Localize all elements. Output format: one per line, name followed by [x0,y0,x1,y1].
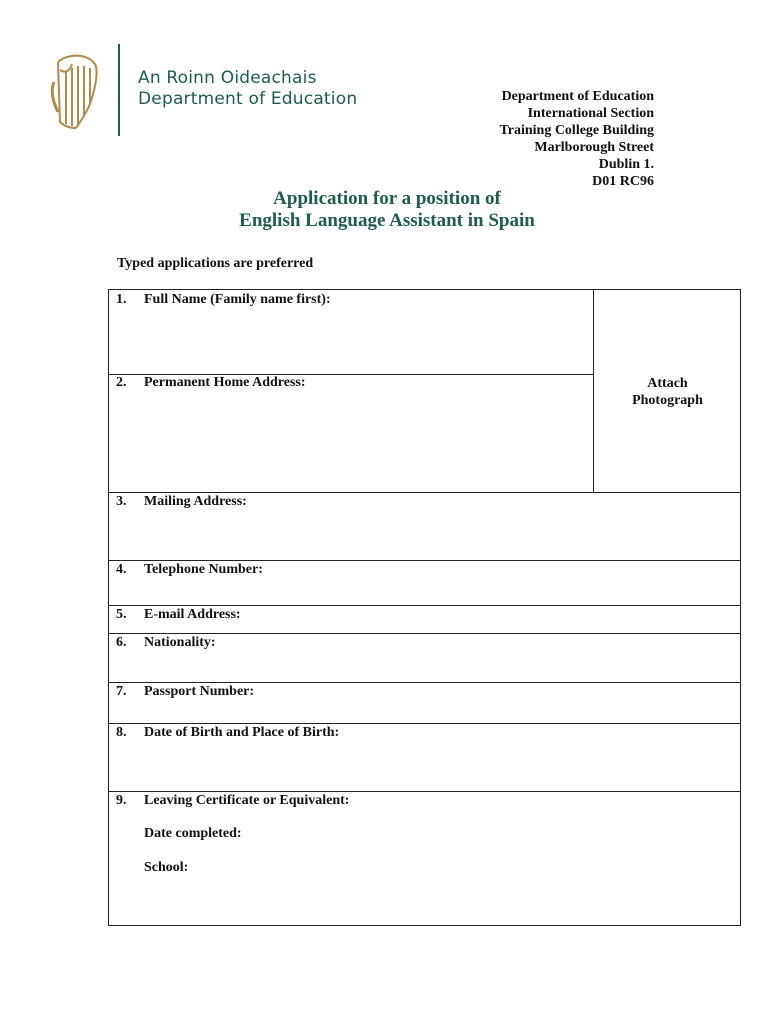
address-line: D01 RC96 [592,174,654,189]
form-title [150,188,624,232]
field-telephone-number[interactable]: 4. Telephone Number: [116,562,263,577]
title-line-1: Application for a position of [273,188,501,209]
row-divider [109,682,740,683]
department-address [499,88,654,190]
photo-label-line-2: Photograph [632,393,703,408]
field-email-address[interactable]: 5. E-mail Address: [116,607,241,622]
attach-photograph-box[interactable] [594,375,741,409]
subfield-school[interactable]: School: [144,860,189,875]
address-line: International Section [527,106,654,121]
department-name-irish: An Roinn Oideachais [138,68,317,88]
field-label: Nationality: [144,635,216,650]
row-divider [109,560,740,561]
application-form [108,289,741,926]
field-leaving-certificate[interactable]: 9. Leaving Certificate or Equivalent: [116,793,350,808]
field-label: Telephone Number: [144,562,263,577]
field-passport-number[interactable]: 7. Passport Number: [116,684,255,699]
address-line: Department of Education [501,89,654,104]
field-label: E-mail Address: [144,607,241,622]
field-label: Permanent Home Address: [144,375,306,390]
row-divider [109,791,740,792]
photo-label-line-1: Attach [647,376,688,391]
typed-applications-note: Typed applications are preferred [117,256,314,271]
subfield-date-completed[interactable]: Date completed: [144,826,242,841]
address-line: Marlborough Street [534,140,654,155]
field-label: Mailing Address: [144,494,247,509]
address-line: Training College Building [499,123,654,138]
row-divider [109,492,740,493]
field-nationality[interactable]: 6. Nationality: [116,635,216,650]
field-label: Leaving Certificate or Equivalent: [144,793,350,808]
row-divider [109,723,740,724]
field-permanent-home-address[interactable]: 2. Permanent Home Address: [116,375,306,390]
field-mailing-address[interactable]: 3. Mailing Address: [116,494,247,509]
harp-emblem-icon [50,52,100,132]
field-label: Passport Number: [144,684,255,699]
department-name-english: Department of Education [138,89,358,109]
row-divider [109,633,740,634]
title-line-2: English Language Assistant in Spain [239,210,535,231]
field-full-name[interactable]: 1. Full Name (Family name first): [116,292,331,307]
row-divider [109,605,740,606]
field-label: Date of Birth and Place of Birth: [144,725,340,740]
logo-divider [118,44,120,136]
field-label: Full Name (Family name first): [144,292,331,307]
field-date-place-of-birth[interactable]: 8. Date of Birth and Place of Birth: [116,725,340,740]
address-line: Dublin 1. [598,157,654,172]
